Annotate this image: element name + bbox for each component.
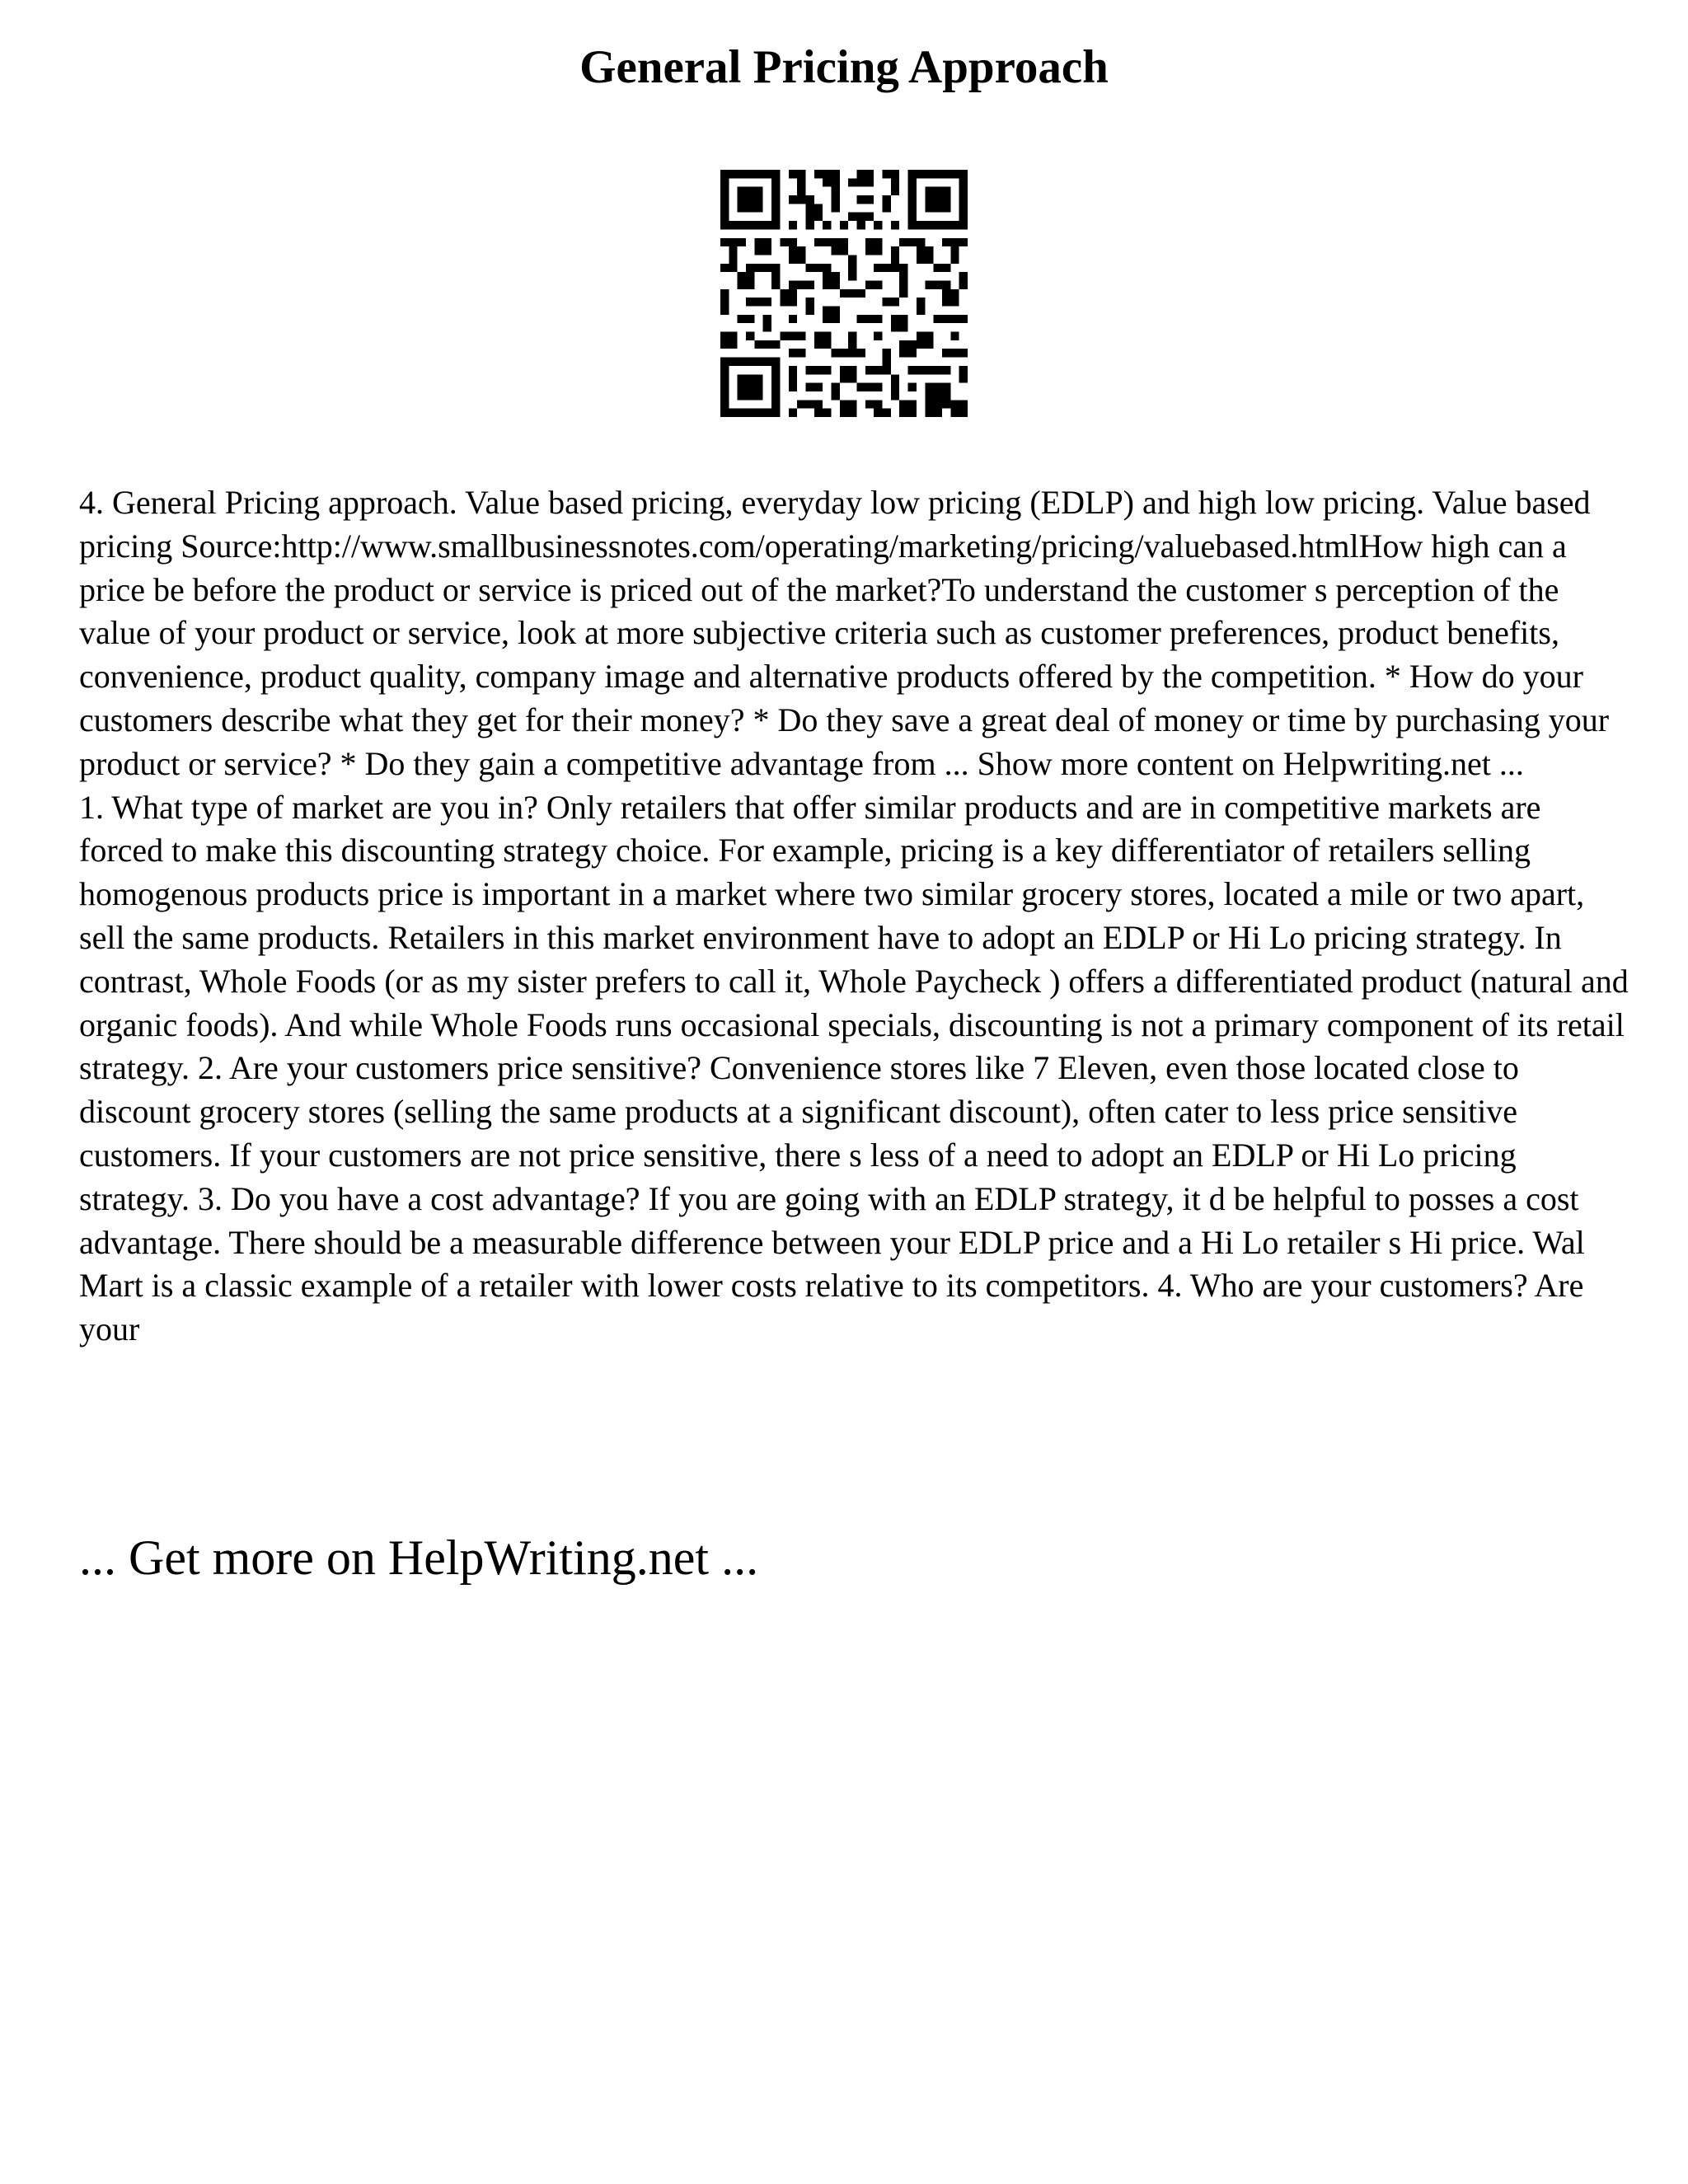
- paragraph-market-questions: 1. What type of market are you in? Only retailers that offer similar products and are in competitive markets are forced to make this discounting strategy choice. For example, pricing is a key differentiator of retailers selling homogenous products price is important in a market where two similar grocery stores, located a mile or two apart, sell the same products. Retailers in this market environment have to adopt an EDLP or Hi Lo pricing strategy. In contrast, Whole Foods (or as my sister prefers to call it, Whole Paycheck ) offers a differentiated product (natural and organic foods). And while Whole Foods runs occasional specials, discounting is not a primary component of its retail strategy. 2. Are your customers price sensitive? Convenience stores like 7 Eleven, even those located close to discount grocery stores (selling the same products at a significant discount), often cater to less price sensitive customers. If your customers are not price sensitive, there s less of a need to adopt an EDLP or Hi Lo pricing strategy. 3. Do you have a cost advantage? If you are going with an EDLP strategy, it d be helpful to posses a cost advantage. There should be a measurable difference between your EDLP price and a Hi Lo retailer s Hi price. Wal Mart is a classic example of a retailer with lower costs relative to its competitors. 4. Who are your customers? Are your: [79, 788, 1629, 1348]
- article-body: [79, 481, 1629, 1352]
- qr-code-icon: [720, 170, 968, 417]
- paragraph-pricing-approach: 4. General Pricing approach. Value based pricing, everyday low pricing (EDLP) and high low pricing. Value based pricing Source:http://www.smallbusinessnotes.com/operating/marketing/pricing/valuebased.htmlHow high can a price be before the product or service is priced out of the market?To understand the customer s perception of the value of your product or service, look at more subjective criteria such as customer preferences, product benefits, convenience, product quality, company image and alternative products offered by the competition. * How do your customers describe what they get for their money? * Do they save a great deal of money or time by purchasing your product or service? * Do they gain a competitive advantage from ... Show more content on Helpwriting.net ...: [79, 484, 1610, 782]
- get-more-link[interactable]: ... Get more on HelpWriting.net ...: [79, 1530, 759, 1585]
- page-title: General Pricing Approach: [579, 41, 1109, 93]
